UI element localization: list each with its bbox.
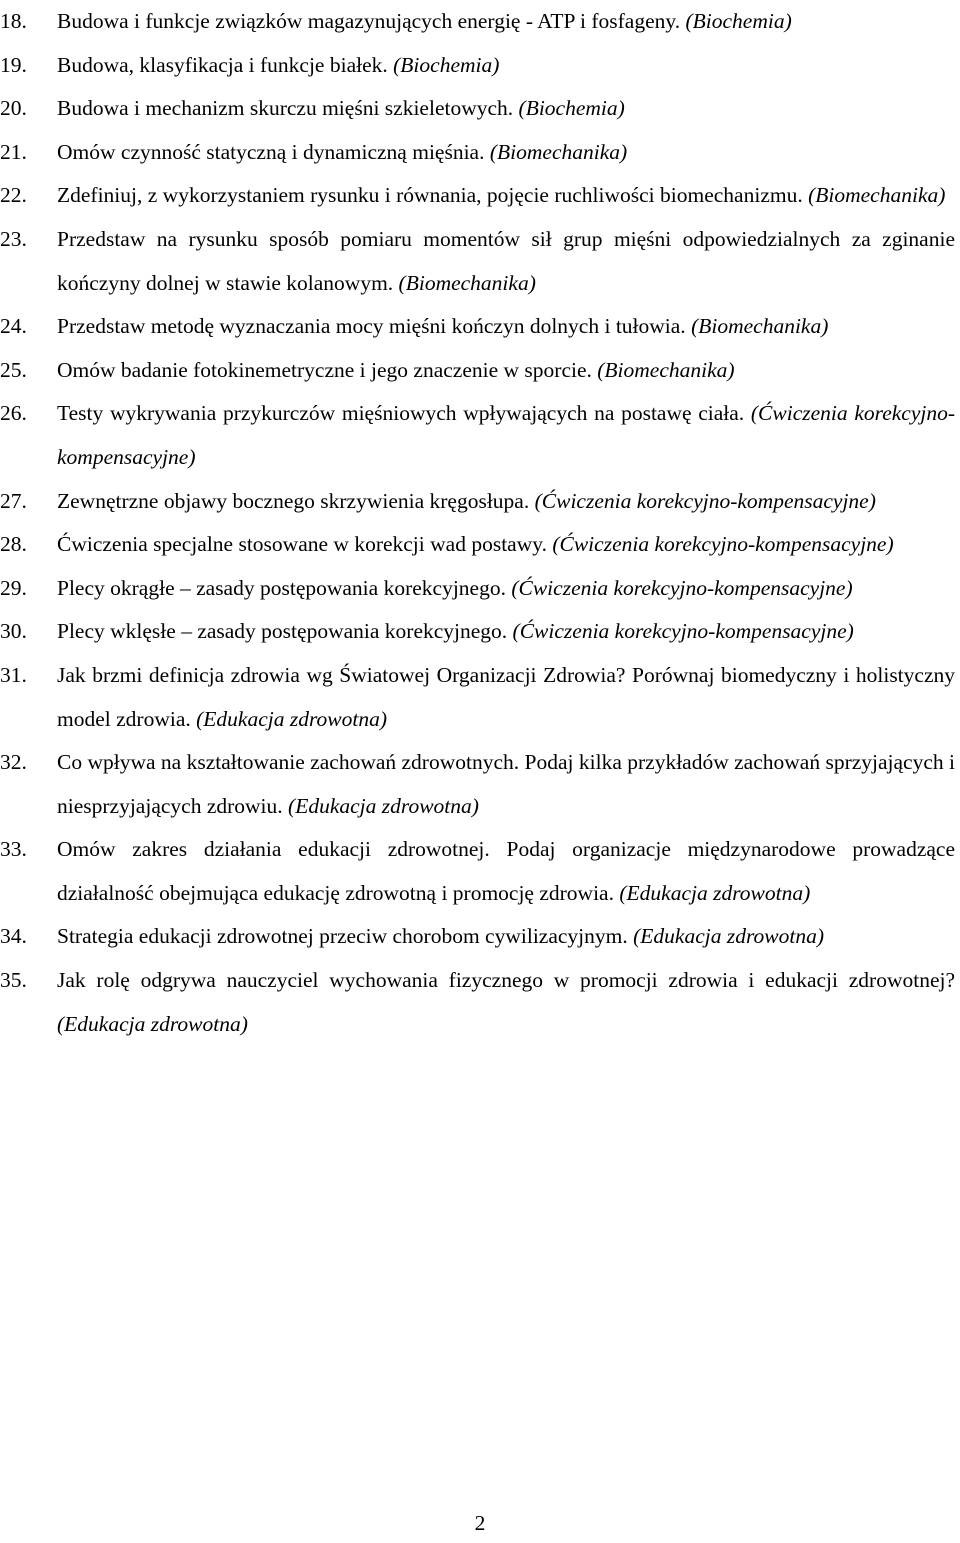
list-item bbox=[0, 392, 960, 479]
list-item bbox=[0, 0, 960, 44]
list-item bbox=[0, 959, 960, 1046]
item-source: (Ćwiczenia korekcyjno-kompensacyjne) bbox=[512, 619, 854, 644]
list-item bbox=[0, 131, 960, 175]
item-number: 25. bbox=[0, 357, 27, 382]
item-source: (Ćwiczenia korekcyjno-kompensacyjne) bbox=[534, 488, 876, 513]
item-source: (Biochemia) bbox=[518, 96, 625, 121]
list-item bbox=[0, 915, 960, 959]
item-number: 35. bbox=[0, 968, 27, 993]
item-text: Budowa, klasyfikacja i funkcje białek. bbox=[57, 52, 394, 77]
item-text: Zewnętrzne objawy bocznego skrzywienia kręgosłupa. bbox=[57, 488, 535, 513]
item-source: (Biochemia) bbox=[685, 9, 792, 33]
item-text: Omów badanie fotokinemetryczne i jego znaczenie w sporcie. bbox=[57, 357, 598, 382]
list-item bbox=[0, 610, 960, 654]
list-item bbox=[0, 44, 960, 88]
item-number: 31. bbox=[0, 662, 27, 687]
item-number: 33. bbox=[0, 837, 27, 862]
item-text: Jak brzmi definicja zdrowia wg Światowej Organizacji Zdrowia? Porównaj biomedyczny i holistyczny model zdrowia. bbox=[57, 662, 955, 731]
item-number: 27. bbox=[0, 488, 27, 513]
item-number: 20. bbox=[0, 96, 27, 121]
item-text: Plecy wklęsłe – zasady postępowania korekcyjnego. bbox=[57, 619, 513, 644]
item-text: Budowa i mechanizm skurczu mięśni szkieletowych. bbox=[57, 96, 519, 121]
item-source: (Ćwiczenia korekcyjno-kompensacyjne) bbox=[57, 401, 955, 469]
item-number: 29. bbox=[0, 575, 27, 600]
item-text: Przedstaw metodę wyznaczania mocy mięśni kończyn dolnych i tułowia. bbox=[57, 314, 692, 339]
item-number: 18. bbox=[0, 9, 27, 33]
item-number: 34. bbox=[0, 924, 27, 949]
list-item bbox=[0, 523, 960, 567]
item-source: (Ćwiczenia korekcyjno-kompensacyjne) bbox=[552, 532, 894, 557]
item-source: (Biochemia) bbox=[393, 52, 500, 77]
item-text: Omów zakres działania edukacji zdrowotnej. Podaj organizacje międzynarodowe prowadzące działalność obejmująca edukację zdrowotną i promocję zdrowia. bbox=[57, 837, 955, 905]
list-item bbox=[0, 218, 960, 305]
list-item bbox=[0, 654, 960, 741]
item-number: 19. bbox=[0, 52, 27, 77]
item-source: (Edukacja zdrowotna) bbox=[196, 706, 388, 731]
item-number: 21. bbox=[0, 139, 27, 164]
item-text: Testy wykrywania przykurczów mięśniowych wpływających na postawę ciała. bbox=[57, 401, 751, 426]
item-text: Strategia edukacji zdrowotnej przeciw chorobom cywilizacyjnym. bbox=[57, 924, 634, 949]
list-item bbox=[0, 174, 960, 218]
item-source: (Ćwiczenia korekcyjno-kompensacyjne) bbox=[511, 575, 853, 600]
item-number: 26. bbox=[0, 401, 27, 426]
item-source: (Biomechanika) bbox=[691, 314, 829, 339]
item-number: 23. bbox=[0, 226, 27, 251]
item-text: Omów czynność statyczną i dynamiczną mięśnia. bbox=[57, 139, 490, 164]
item-text: Plecy okrągłe – zasady postępowania korekcyjnego. bbox=[57, 575, 512, 600]
item-number: 30. bbox=[0, 619, 27, 644]
item-text: Co wpływa na kształtowanie zachowań zdrowotnych. Podaj kilka przykładów zachowań sprzyjających i niesprzyjających zdrowiu. bbox=[57, 750, 955, 818]
list-item bbox=[0, 305, 960, 349]
item-number: 24. bbox=[0, 314, 27, 339]
item-text: Jak rolę odgrywa nauczyciel wychowania fizycznego w promocji zdrowia i edukacji zdrowotnej? bbox=[57, 968, 955, 993]
page-number: 2 bbox=[474, 1511, 486, 1535]
list-item bbox=[0, 349, 960, 393]
item-text: Ćwiczenia specjalne stosowane w korekcji wad postawy. bbox=[57, 532, 553, 557]
item-source: (Edukacja zdrowotna) bbox=[619, 880, 811, 905]
list-item bbox=[0, 480, 960, 524]
item-source: (Biomechanika) bbox=[597, 357, 735, 382]
item-source: (Edukacja zdrowotna) bbox=[633, 924, 825, 949]
item-number: 28. bbox=[0, 532, 27, 557]
item-number: 22. bbox=[0, 183, 27, 208]
item-source: (Biomechanika) bbox=[808, 183, 946, 208]
list-item bbox=[0, 828, 960, 915]
list-item bbox=[0, 87, 960, 131]
item-text: Zdefiniuj, z wykorzystaniem rysunku i równania, pojęcie ruchliwości biomechanizmu. bbox=[57, 183, 809, 208]
list-item bbox=[0, 741, 960, 828]
item-source: (Biomechanika) bbox=[398, 270, 536, 295]
item-number: 32. bbox=[0, 750, 27, 775]
item-source: (Biomechanika) bbox=[489, 139, 628, 164]
item-text: Przedstaw na rysunku sposób pomiaru momentów sił grup mięśni odpowiedzialnych za zginanie kończyny dolnej w stawie kolanowym. bbox=[57, 226, 955, 295]
list-item bbox=[0, 567, 960, 611]
item-text: Budowa i funkcje związków magazynujących energię - ATP i fosfageny. bbox=[57, 9, 686, 33]
item-source: (Edukacja zdrowotna) bbox=[288, 793, 479, 818]
item-source: (Edukacja zdrowotna) bbox=[57, 1011, 248, 1036]
